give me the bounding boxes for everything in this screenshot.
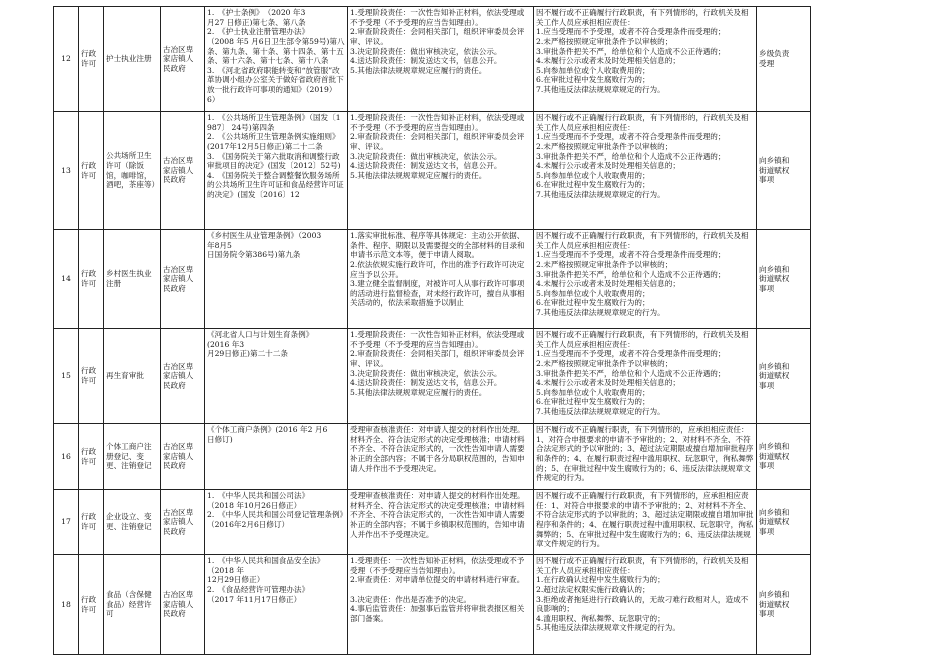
item-name: 个体工商户注册登记、变更、注销登记 (104, 424, 161, 490)
department: 古冶区卑 家店镇人 民政府 (161, 555, 205, 655)
remarks: 向乡镇和 街道赋权 事项 (757, 112, 811, 230)
department: 古冶区卑 家店镇人 民政府 (161, 329, 205, 424)
row-number: 14 (54, 230, 79, 329)
authority-type: 行政 许可 (79, 490, 104, 555)
remarks: 向乡镇和 街道赋权 事项 (757, 230, 811, 329)
row-number: 12 (54, 7, 79, 112)
responsibility: 1.受理阶段责任：一次性告知补正材料，依法受理或不予受理（不予受理的应当告知理由）。 2.审查阶段责任：会同相关部门，组织评审委员会评审、评议。 3.决定阶段责任：做出审核决定，依法公示。 4.送达阶段责任：制发送达文书，信息公开。 5.其他法律法规规章规定应履行的责任。 (348, 112, 534, 230)
department: 古冶区卑 家店镇人 民政府 (161, 424, 205, 490)
accountability: 因不履行或不正确履行行政职责，有下列情形的，行政机关及相关工作人员应承担相应责任： 1.应当受理而不予受理，或者不符合受理条件而受理的； 2.未严格按照规定审批条件予以审核的； 3.审批条件把关不严，给单位和个人造成不公正待遇的； 4.未履行公示或者未及时处理相关信息的； 5.向参加单位或个人收取费用的； 6.在审批过程中发生腐败行为的； 7.其他违反法律法规规章规定的行为。 (534, 329, 757, 424)
row-number: 15 (54, 329, 79, 424)
item-name: 公共场所卫生许可（除饭馆，咖啡馆，酒吧，茶座等） (104, 112, 161, 230)
legal-basis: 1. 《护士条例》 （2020 年3 月27 日修正)第七条、第八条 2. 《护士执业注册管理办法》 （2008 年5 月6日卫生部令第59号)第八条、第九条、第十条、第十四条、第十五条、第十六条、第十七条、第十八条 3. 《河北省政府职能转变和“放管服”改革协调小组办公室关于做好省政府首批下放一批行政许可事项的通知》（2019）6） (205, 7, 348, 112)
accountability: 因不履行或不正确履行行政职责，有下列情形的，行政机关及相关工作人员应承担相应责任： 1.在行政确认过程中发生腐败行为的； 2.超过法定权限实施行政确认的； 3.拒绝或者拖延进行行政确认的，无故刁难行政相对人，造成不良影响的； 4.滥用职权、徇私舞弊、玩忽职守的； 5.其他违反法律法规规章文件规定的行为。 (534, 555, 757, 655)
item-name: 企业设立、变更、注销登记 (104, 490, 161, 555)
accountability: 因不履行或不正确履行行政职责，有下列情形的，行政机关及相关工作人员应承担相应责任： 1.应当受理而不予受理，或者不符合受理条件而受理的； 2.未严格按照规定审批条件予以审核的； 3.审批条件把关不严，给单位和个人造成不公正待遇的； 4.未履行公示或者未及时处理相关信息的； 5.向参加单位或个人收取费用的； 6.在审批过程中发生腐败行为的； 7.其他违反法律法规规章规定的行为。 (534, 230, 757, 329)
legal-basis: 《个体工商户条例》(2016 年2 月6 日修订) (205, 424, 348, 490)
authority-type: 行政 许可 (79, 7, 104, 112)
responsibility: 受理审查核准责任：对申请人提交的材料作出处理。材料齐全、符合法定形式的决定受理核准；申请材料不齐全、不符合法定形式的，一次性告知申请人需要补正的全部内容；不属于乡镇职权范围的，告知申请人并作出不予受理决定。 (348, 490, 534, 555)
department: 古冶区卑 家店镇人 民政府 (161, 230, 205, 329)
table-row (54, 490, 811, 555)
legal-basis: 1. 《中华人民共和国公司法》 （2018 年10月26日修正） 2. 《中华人民共和国公司登记管理条例》（2016年2月6日修订） (205, 490, 348, 555)
row-number: 17 (54, 490, 79, 555)
remarks: 向乡镇和 街道赋权 事项 (757, 555, 811, 655)
table-row (54, 424, 811, 490)
accountability: 因不履行或不正确履行行政职责，有下列情形的，应承担相应责任：1、对符合申报要求的申请不予审批的；2、对材料不齐全、不符合法定形式的予以审批的；3、超过法定期限或擅自增加审批程序和条件的；4、在履行职责过程中滥用职权、玩忽职守，徇私舞弊的；5、在审批过程中发生腐败行为的；6、违反法律法规规章文件规定的行为。 (534, 490, 757, 555)
accountability: 因不履行或不正确履行行政职责，有下列情形的，行政机关及相关工作人员应承担相应责任： 1.应当受理而不予受理，或者不符合受理条件而受理的； 2.未严格按照规定审批条件予以审核的； 3.审批条件把关不严，给单位和个人造成不公正待遇的； 4.未履行公示或者未及时处理相关信息的； 5.向参加单位或个人收取费用的； 6.在审批过程中发生腐败行为的； 7.其他违反法律法规规章规定的行为。 (534, 7, 757, 112)
legal-basis: 1. 《中华人民共和国食品安全法》 （2018 年 12月29日修正） 2. 《食品经营许可管理办法》 （2017 年11月17日修正） (205, 555, 348, 655)
responsibility: 受理审查核准责任：对申请人提交的材料作出处理。材料齐全、符合法定形式的决定受理核准；申请材料不齐全、不符合法定形式的，一次性告知申请人需要补正的全部内容；不属于各分局职权范围的，告知申请人并作出不予受理决定。 (348, 424, 534, 490)
table-row (54, 112, 811, 230)
row-number: 16 (54, 424, 79, 490)
responsibility: 1.受理阶段责任：一次性告知补正材料，依法受理或不予受理（不予受理的应当告知理由）。 2.审查阶段责任：会同相关部门，组织评审委员会评审、评议。 3.决定阶段责任：做出审核决定，依法公示。 4.送达阶段责任：制发送达文书，信息公开。 5.其他法律法规规章规定应履行的责任。 (348, 7, 534, 112)
authority-type: 行政 许可 (79, 424, 104, 490)
authority-type: 行政 许可 (79, 329, 104, 424)
responsibility: 1.受理阶段责任：一次性告知补正材料，依法受理或不予受理（不予受理的应当告知理由）。 2.审查阶段责任：会同相关部门，组织评审委员会评审、评议。 3.决定阶段责任：做出审核决定，依法公示。 4.送达阶段责任：制发送达文书，信息公开。 5.其他法律法规规章规定应履行的责任。 (348, 329, 534, 424)
accountability: 因不履行或不正确履行行政职责，有下列情形的，行政机关及相关工作人员应承担相应责任： 1.应当受理而不予受理，或者不符合受理条件而受理的； 2.未严格按照规定审批条件予以审核的； 3.审批条件把关不严，给单位和个人造成不公正待遇的； 4.未履行公示或者未及时处理相关信息的； 5.向参加单位或个人收取费用的； 6.在审批过程中发生腐败行为的； 7.其他违反法律法规规章规定的行为。 (534, 112, 757, 230)
table-row (54, 329, 811, 424)
table-row (54, 230, 811, 329)
authority-type: 行政 许可 (79, 230, 104, 329)
remarks: 向乡镇和 街道赋权 事项 (757, 490, 811, 555)
authority-type: 行政 许可 (79, 112, 104, 230)
row-number: 13 (54, 112, 79, 230)
responsibility: 1.落实审批标准、程序等具体规定：主动公开依据、条件、程序、期限以及需要提交的全部材料的目录和申请书示范文本等，便于申请人阅取。 2.依法依规实施行政许可，作出的准予行政许可决定应当予以公开。 3.建立健全监督制度，对被许可人从事行政许可事项的活动进行监督检查，对未经行政许可，擅自从事相关活动的，依法采取措施予以制止 (348, 230, 534, 329)
accountability: 因不履行或不正确履行职责，有下列情形的，应承担相应责任：1、对符合申报要求的申请不予审批的；2、对材料不齐全、不符合法定形式的予以审批的；3、超过法定期限或擅自增加审批程序和条件的；4、在履行职责过程中滥用职权、玩忽职守，徇私舞弊的；5、在审批过程中发生腐败行为的；6、违反法律法规规章文件规定的行为。 (534, 424, 757, 490)
table-row (54, 555, 811, 655)
table-row (54, 7, 811, 112)
legal-basis: 《乡村医生从业管理条例》（2003 年8月5 日国务院令第386号)第九条 (205, 230, 348, 329)
authority-table (53, 6, 811, 655)
remarks: 乡级负责 受理 (757, 7, 811, 112)
item-name: 护士执业注册 (104, 7, 161, 112)
item-name: 食品（含保健食品）经营许可 (104, 555, 161, 655)
department: 古冶区卑 家店镇人 民政府 (161, 7, 205, 112)
department: 古冶区卑 家店镇人 民政府 (161, 490, 205, 555)
legal-basis: 1. 《公共场所卫生管理条例》（国发〔1987〕 24号)第四条 2. 《公共场所卫生管理条例实施细则》(2017年12月5日修正)第二十二条 3. 《国务院关于第六批取消和调整行政审批项目的决定》(国发〔2012〕52号) 4. 《国务院关于整合调整餐饮服务场所的公共场所卫生许可证和食品经营许可证的决定》(国发〔2016〕12 (205, 112, 348, 230)
row-number: 18 (54, 555, 79, 655)
department: 古冶区卑 家店镇人 民政府 (161, 112, 205, 230)
remarks: 向乡镇和 街道赋权 事项 (757, 329, 811, 424)
authority-type: 行政 许可 (79, 555, 104, 655)
responsibility: 1.受理责任：一次性告知补正材料，依法受理或不予受理（不予受理应当告知理由）。 2.审查责任：对申请单位提交的申请材料进行审查。 3.决定责任：作出是否准予的决定。 4.事后监管责任：加强事后监管并将审批表报区相关部门备案。 (348, 555, 534, 655)
item-name: 乡村医生执业注册 (104, 230, 161, 329)
remarks: 向乡镇和 街道赋权 事项 (757, 424, 811, 490)
legal-basis: 《河北省人口与计划生育条例》 (2016 年3 月29日修正)第二十二条 (205, 329, 348, 424)
item-name: 再生育审批 (104, 329, 161, 424)
